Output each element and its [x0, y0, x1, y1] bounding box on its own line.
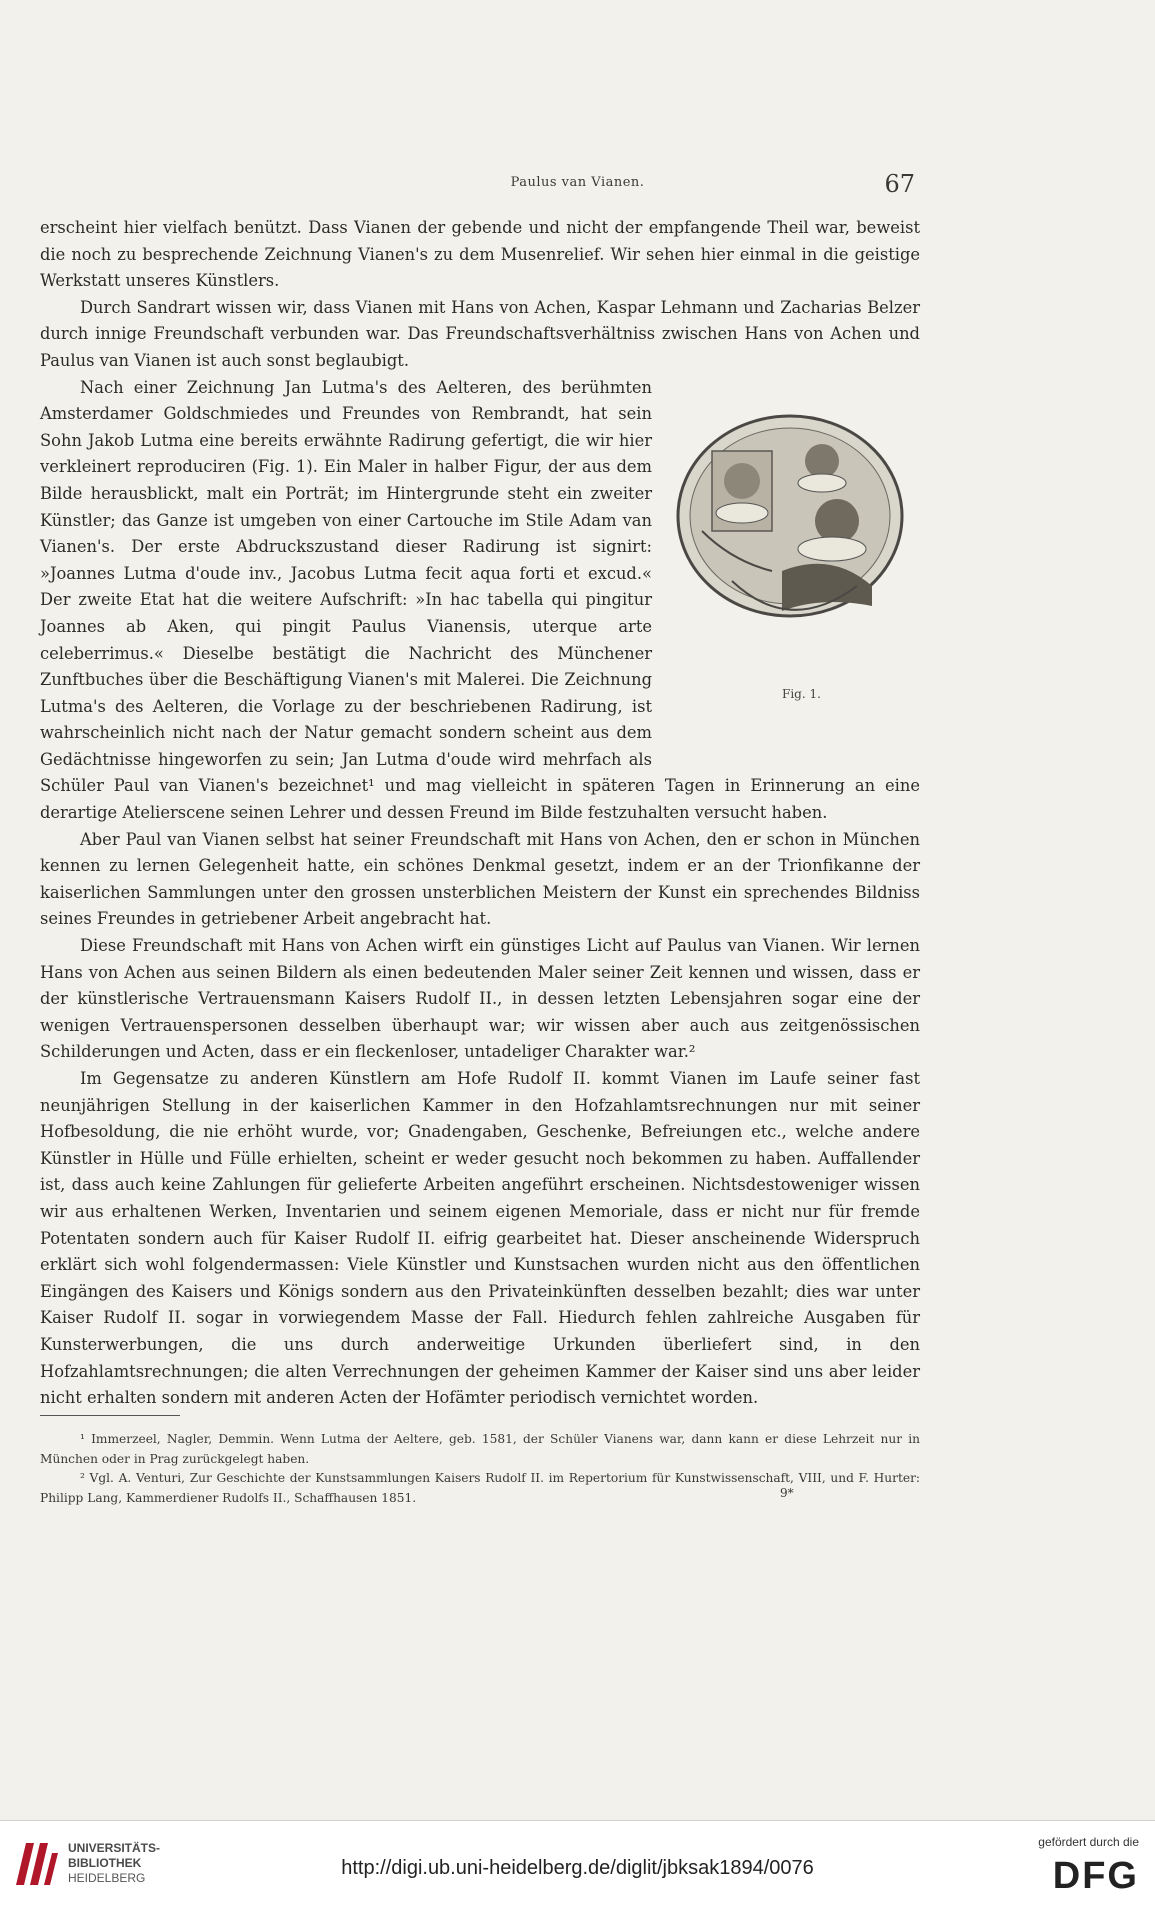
running-head: Paulus van Vianen. [510, 175, 645, 190]
figure-etching [672, 381, 922, 751]
paragraph: Aber Paul van Vianen selbst hat seiner Freundschaft mit Hans von Achen, den er schon in München kennen zu lernen Gelegenheit hatte, ein schönes Denkmal gesetzt, indem er an der Trionfikanne der kaiserlichen Sammlungen unter den grossen unsterblichen Meistern der Kunst ein sprechendes Bildniss seines Freundes in getriebener Arbeit angebracht hat. [40, 829, 920, 929]
library-name: UNIVERSITÄTS- BIBLIOTHEK HEIDELBERG [68, 1841, 161, 1885]
dfg-logo: DFG [1052, 1855, 1139, 1897]
paragraph: Diese Freundschaft mit Hans von Achen wirft ein günstiges Licht auf Paulus van Vianen. Wir lernen Hans von Achen aus seinen Bildern als einen bedeutenden Maler seiner Zeit kennen und wissen, dass er der künstlerische Vertrauensmann Kaisers Rudolf II., in dessen letzten Lebensjahren sogar eine der wenigen Vertrauenspersonen desselben überhaupt war; wir wissen aber auch aus zeitgenössischen Schilderungen und Acten, dass er ein fleckenloser, untadeliger Charakter war.² [40, 936, 920, 1062]
body-text [40, 215, 920, 1412]
funded-by-label: gefördert durch die [1038, 1835, 1139, 1849]
page-number: 67 [884, 170, 915, 198]
permalink-url[interactable]: http://digi.ub.uni-heidelberg.de/diglit/jbksak1894/0076 [341, 1857, 814, 1879]
figure-caption: Fig. 1. [782, 686, 821, 701]
footnote: ¹ Immerzeel, Nagler, Demmin. Wenn Lutma der Aeltere, geb. 1581, der Schüler Vianens war, dann kann er diese Lehrzeit nur in München oder in Prag zurückgelegt haben. [40, 1432, 920, 1466]
viewer-footer [0, 1820, 1155, 1908]
paragraph: Im Gegensatze zu anderen Künstlern am Hofe Rudolf II. kommt Vianen im Laufe seiner fast neunjährigen Stellung in der kaiserlichen Kammer in den Hofzahlamtsrechnungen nur mit seiner Hofbesoldung, die nie erhöht wurde, vor; Gnadengaben, Geschenke, Befreiungen etc., welche andere Künstler in Hülle und Fülle erhielten, scheint er weder gesucht noch bekommen zu haben. Auffallender ist, dass auch keine Zahlungen für gelieferte Arbeiten angeführt erscheinen. Nichtsdestoweniger wissen wir aus erhaltenen Werken, Inventarien und seinem eigenen Memoriale, dass er nicht nur für fremde Potentaten sondern auch für Kaiser Rudolf II. eifrig gearbeitet hat. Dieser anscheinende Widerspruch erklärt sich wohl folgendermassen: Viele Künstler und Kunstsachen wurden nicht aus den öffentlichen Eingängen des Kaisers und Königs sondern aus den Privateinkünften desselben bezahlt; dies war unter Kaiser Rudolf II. sogar in vorwiegendem Masse der Fall. Hiedurch fehlen zahlreiche Ausgaben für Kunsterwerbungen, die uns durch anderweitige Urkunden überliefert sind, in den Hofzahlamtsrechnungen; die alten Verrechnungen der geheimen Kammer der Kaiser sind uns aber leider nicht erhalten sondern mit anderen Acten der Hofämter periodisch vernichtet worden. [40, 1069, 920, 1408]
paragraph: Durch Sandrart wissen wir, dass Vianen mit Hans von Achen, Kaspar Lehmann und Zacharias Belzer durch innige Freundschaft verbunden war. Das Freundschaftsverhältniss zwischen Hans von Achen und Paulus van Vianen ist auch sonst beglaubigt. [40, 297, 920, 370]
paragraph: erscheint hier vielfach benützt. Dass Vianen der gebende und nicht der empfangende Theil war, beweist die noch zu besprechende Zeichnung Vianen's zu dem Musenrelief. Wir sehen hier einmal in die geistige Werkstatt unseres Künstlers. [40, 218, 920, 291]
etching-illustration [672, 381, 922, 671]
footnote-divider [40, 1415, 180, 1416]
paragraph: Nach einer Zeichnung Jan Lutma's des Aelteren, des berühmten Amsterdamer Goldschmiedes und Freundes von Rembrandt, hat sein Sohn Jakob Lutma eine bereits erwähnte Radirung gefertigt, die wir hier verkleinert reproduciren (Fig. 1). Ein Maler in halber Figur, der aus dem Bilde herausblickt, malt ein Porträt; im Hintergrunde steht ein zweiter Künstler; das Ganze ist umgeben von einer Cartouche im Stile Adam van Vianen's. Der erste Abdruckszustand dieser Radirung ist signirt: »Joannes Lutma d'oude inv., Jacobus Lutma fecit aqua forti et excud.« Der zweite Etat hat die weitere Aufschrift: »In hac tabella qui pingitur Joannes ab Aken, qui pingit Paulus Vianensis, uterque arte celeberrimus.« Dieselbe bestätigt die Nachricht des Münchener Zunftbuches über die Beschäftigung Vianen's mit Malerei. Die Zeichnung Lutma's des Aelteren, die Vorlage zu der beschriebenen Radirung, ist wahrscheinlich nicht nach der Natur gemacht sondern scheint aus dem Gedächtnisse hingeworfen zu sein; Jan Lutma d'oude wird mehrfach als Schüler Paul van Vianen's bezeichnet¹ und mag vielleicht in späteren Tagen in Erinnerung an eine derartige Atelierscene seinen Lehrer und dessen Freund im Bilde festzuhalten versucht haben. [40, 377, 920, 823]
signature-mark: 9* [780, 1486, 794, 1500]
footnote: ² Vgl. A. Venturi, Zur Geschichte der Kunstsammlungen Kaisers Rudolf II. im Repertorium für Kunstwissenschaft, VIII, und F. Hurter: Philipp Lang, Kammerdiener Rudolfs II., Schaffhausen 1851. [40, 1471, 920, 1505]
